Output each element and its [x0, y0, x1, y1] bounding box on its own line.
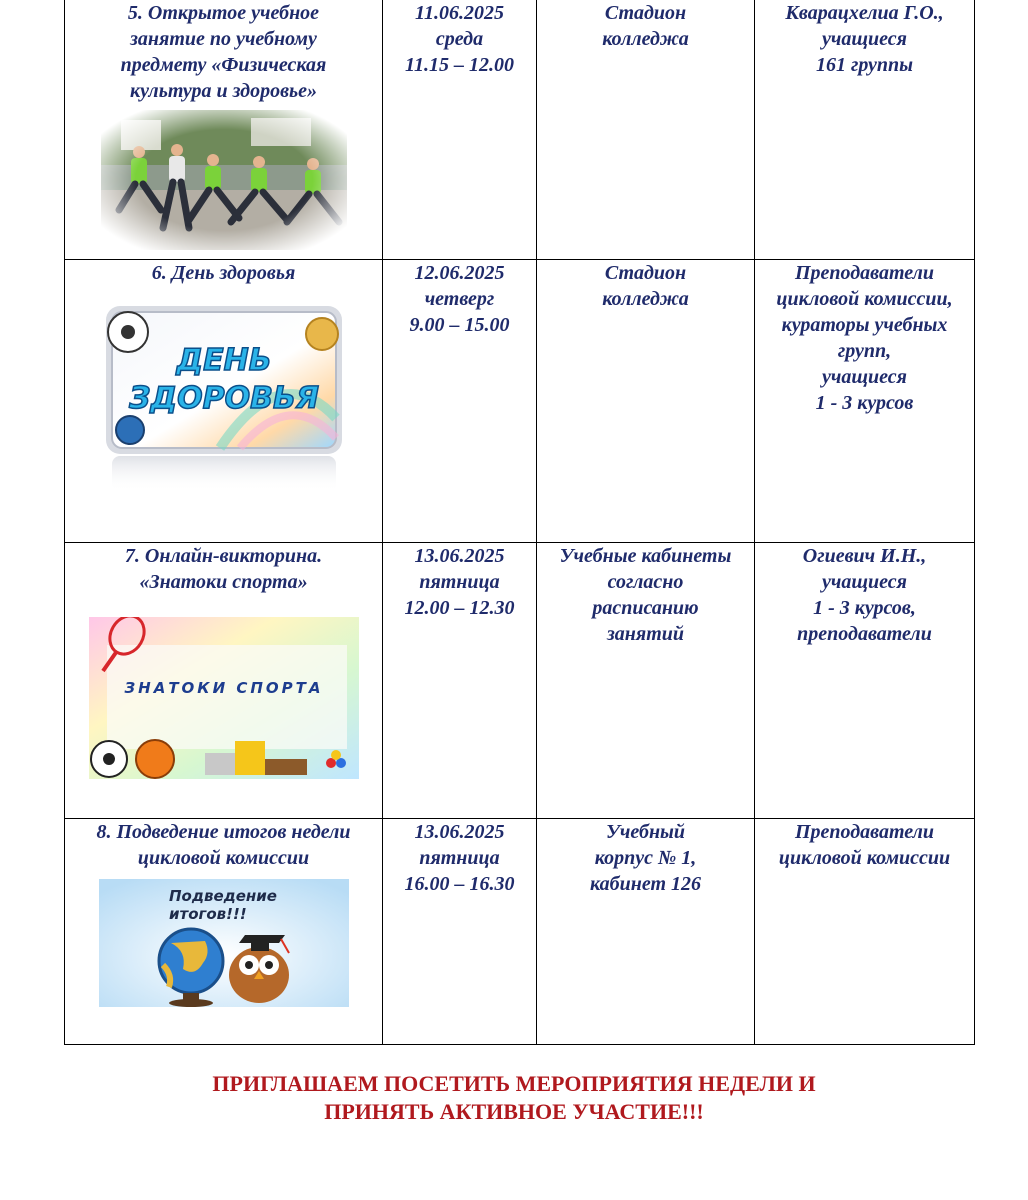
- date-cell: [383, 542, 537, 818]
- events-table: [64, 0, 975, 1045]
- place-line: занятий: [606, 622, 684, 645]
- responsible-cell: [755, 259, 975, 542]
- responsible-line: Преподаватели: [794, 820, 935, 843]
- event-cell: [65, 542, 383, 818]
- table-row: [65, 0, 975, 259]
- responsible-line: цикловой комиссии: [778, 846, 951, 869]
- place-cell: [537, 0, 755, 259]
- event-weekday: среда: [435, 28, 484, 50]
- banner-text: ЗДОРОВЬЯ: [128, 380, 319, 416]
- place-line: кабинет 126: [589, 872, 701, 895]
- health-day-banner: [100, 298, 348, 498]
- responsible-cell: [755, 818, 975, 1044]
- date-cell: [383, 259, 537, 542]
- place-cell: [537, 542, 755, 818]
- event-date: 12.06.2025: [414, 261, 505, 284]
- event-cell: [65, 818, 383, 1044]
- place-line: корпус № 1,: [594, 846, 697, 869]
- banner-text: итогов!!!: [168, 904, 247, 923]
- responsible-cell: [755, 0, 975, 259]
- footer-line: ПРИНЯТЬ АКТИВНОЕ УЧАСТИЕ!!!: [324, 1099, 704, 1124]
- event-date: 13.06.2025: [414, 820, 505, 843]
- results-owl-banner: [99, 879, 349, 1007]
- place-line: колледжа: [602, 28, 689, 50]
- responsible-line: 1 - 3 курсов,: [813, 596, 916, 619]
- place-cell: [537, 818, 755, 1044]
- place-line: расписанию: [592, 596, 699, 619]
- footer-line: ПРИГЛАШАЕМ ПОСЕТИТЬ МЕРОПРИЯТИЯ НЕДЕЛИ И: [212, 1071, 816, 1096]
- students-stretching-photo: [101, 110, 347, 250]
- responsible-line: преподаватели: [797, 622, 932, 645]
- table-row: [65, 259, 975, 542]
- event-title-line: предмету «Физическая: [120, 54, 327, 76]
- responsible-line: учащиеся: [822, 365, 907, 388]
- responsible-line: цикловой комиссии,: [776, 287, 953, 310]
- responsible-line: Преподаватели: [794, 261, 935, 284]
- event-title-line: цикловой комиссии: [137, 846, 310, 869]
- event-title-line: 5. Открытое учебное: [127, 2, 320, 24]
- banner-text: Подведение: [168, 886, 277, 905]
- event-title-line: культура и здоровье»: [129, 80, 318, 102]
- event-date: 13.06.2025: [414, 544, 505, 567]
- event-time: 9.00 – 15.00: [409, 313, 510, 336]
- event-time: 11.15 – 12.00: [405, 54, 514, 76]
- place-cell: [537, 259, 755, 542]
- sports-experts-banner: [89, 617, 359, 779]
- event-time: 12.00 – 12.30: [404, 596, 515, 619]
- table-row: [65, 818, 975, 1044]
- event-weekday: четверг: [424, 287, 495, 310]
- event-date: 11.06.2025: [415, 2, 504, 24]
- place-line: колледжа: [602, 287, 689, 310]
- place-line: Стадион: [604, 2, 687, 24]
- responsible-line: Огиевич И.Н.,: [802, 544, 927, 567]
- banner-text: ЗНАТОКИ СПОРТА: [124, 678, 323, 697]
- event-title-line: 8. Подведение итогов недели: [96, 820, 351, 843]
- table-row: [65, 542, 975, 818]
- event-title-line: 7. Онлайн-викторина.: [124, 544, 323, 567]
- invitation-footer: [0, 1070, 1028, 1126]
- place-line: согласно: [607, 570, 684, 593]
- event-weekday: пятница: [419, 846, 500, 869]
- responsible-line: Кварацхелиа Г.О.,: [785, 2, 944, 24]
- responsible-line: учащиеся: [822, 28, 907, 50]
- date-cell: [383, 0, 537, 259]
- event-time: 16.00 – 16.30: [404, 872, 515, 895]
- responsible-line: кураторы учебных: [781, 313, 948, 336]
- event-title-line: «Знатоки спорта»: [139, 570, 308, 593]
- event-title-line: занятие по учебному: [130, 28, 317, 50]
- event-weekday: пятница: [419, 570, 500, 593]
- event-cell: [65, 0, 383, 259]
- responsible-line: учащиеся: [822, 570, 907, 593]
- place-line: Учебный: [605, 820, 686, 843]
- place-line: Учебные кабинеты: [559, 544, 732, 567]
- banner-text: ДЕНЬ: [175, 342, 272, 378]
- place-line: Стадион: [604, 261, 687, 284]
- event-cell: [65, 259, 383, 542]
- responsible-line: 1 - 3 курсов: [815, 391, 914, 414]
- date-cell: [383, 818, 537, 1044]
- responsible-line: групп,: [837, 339, 892, 362]
- responsible-cell: [755, 542, 975, 818]
- responsible-line: 161 группы: [815, 54, 914, 76]
- event-title-line: 6. День здоровья: [151, 261, 296, 284]
